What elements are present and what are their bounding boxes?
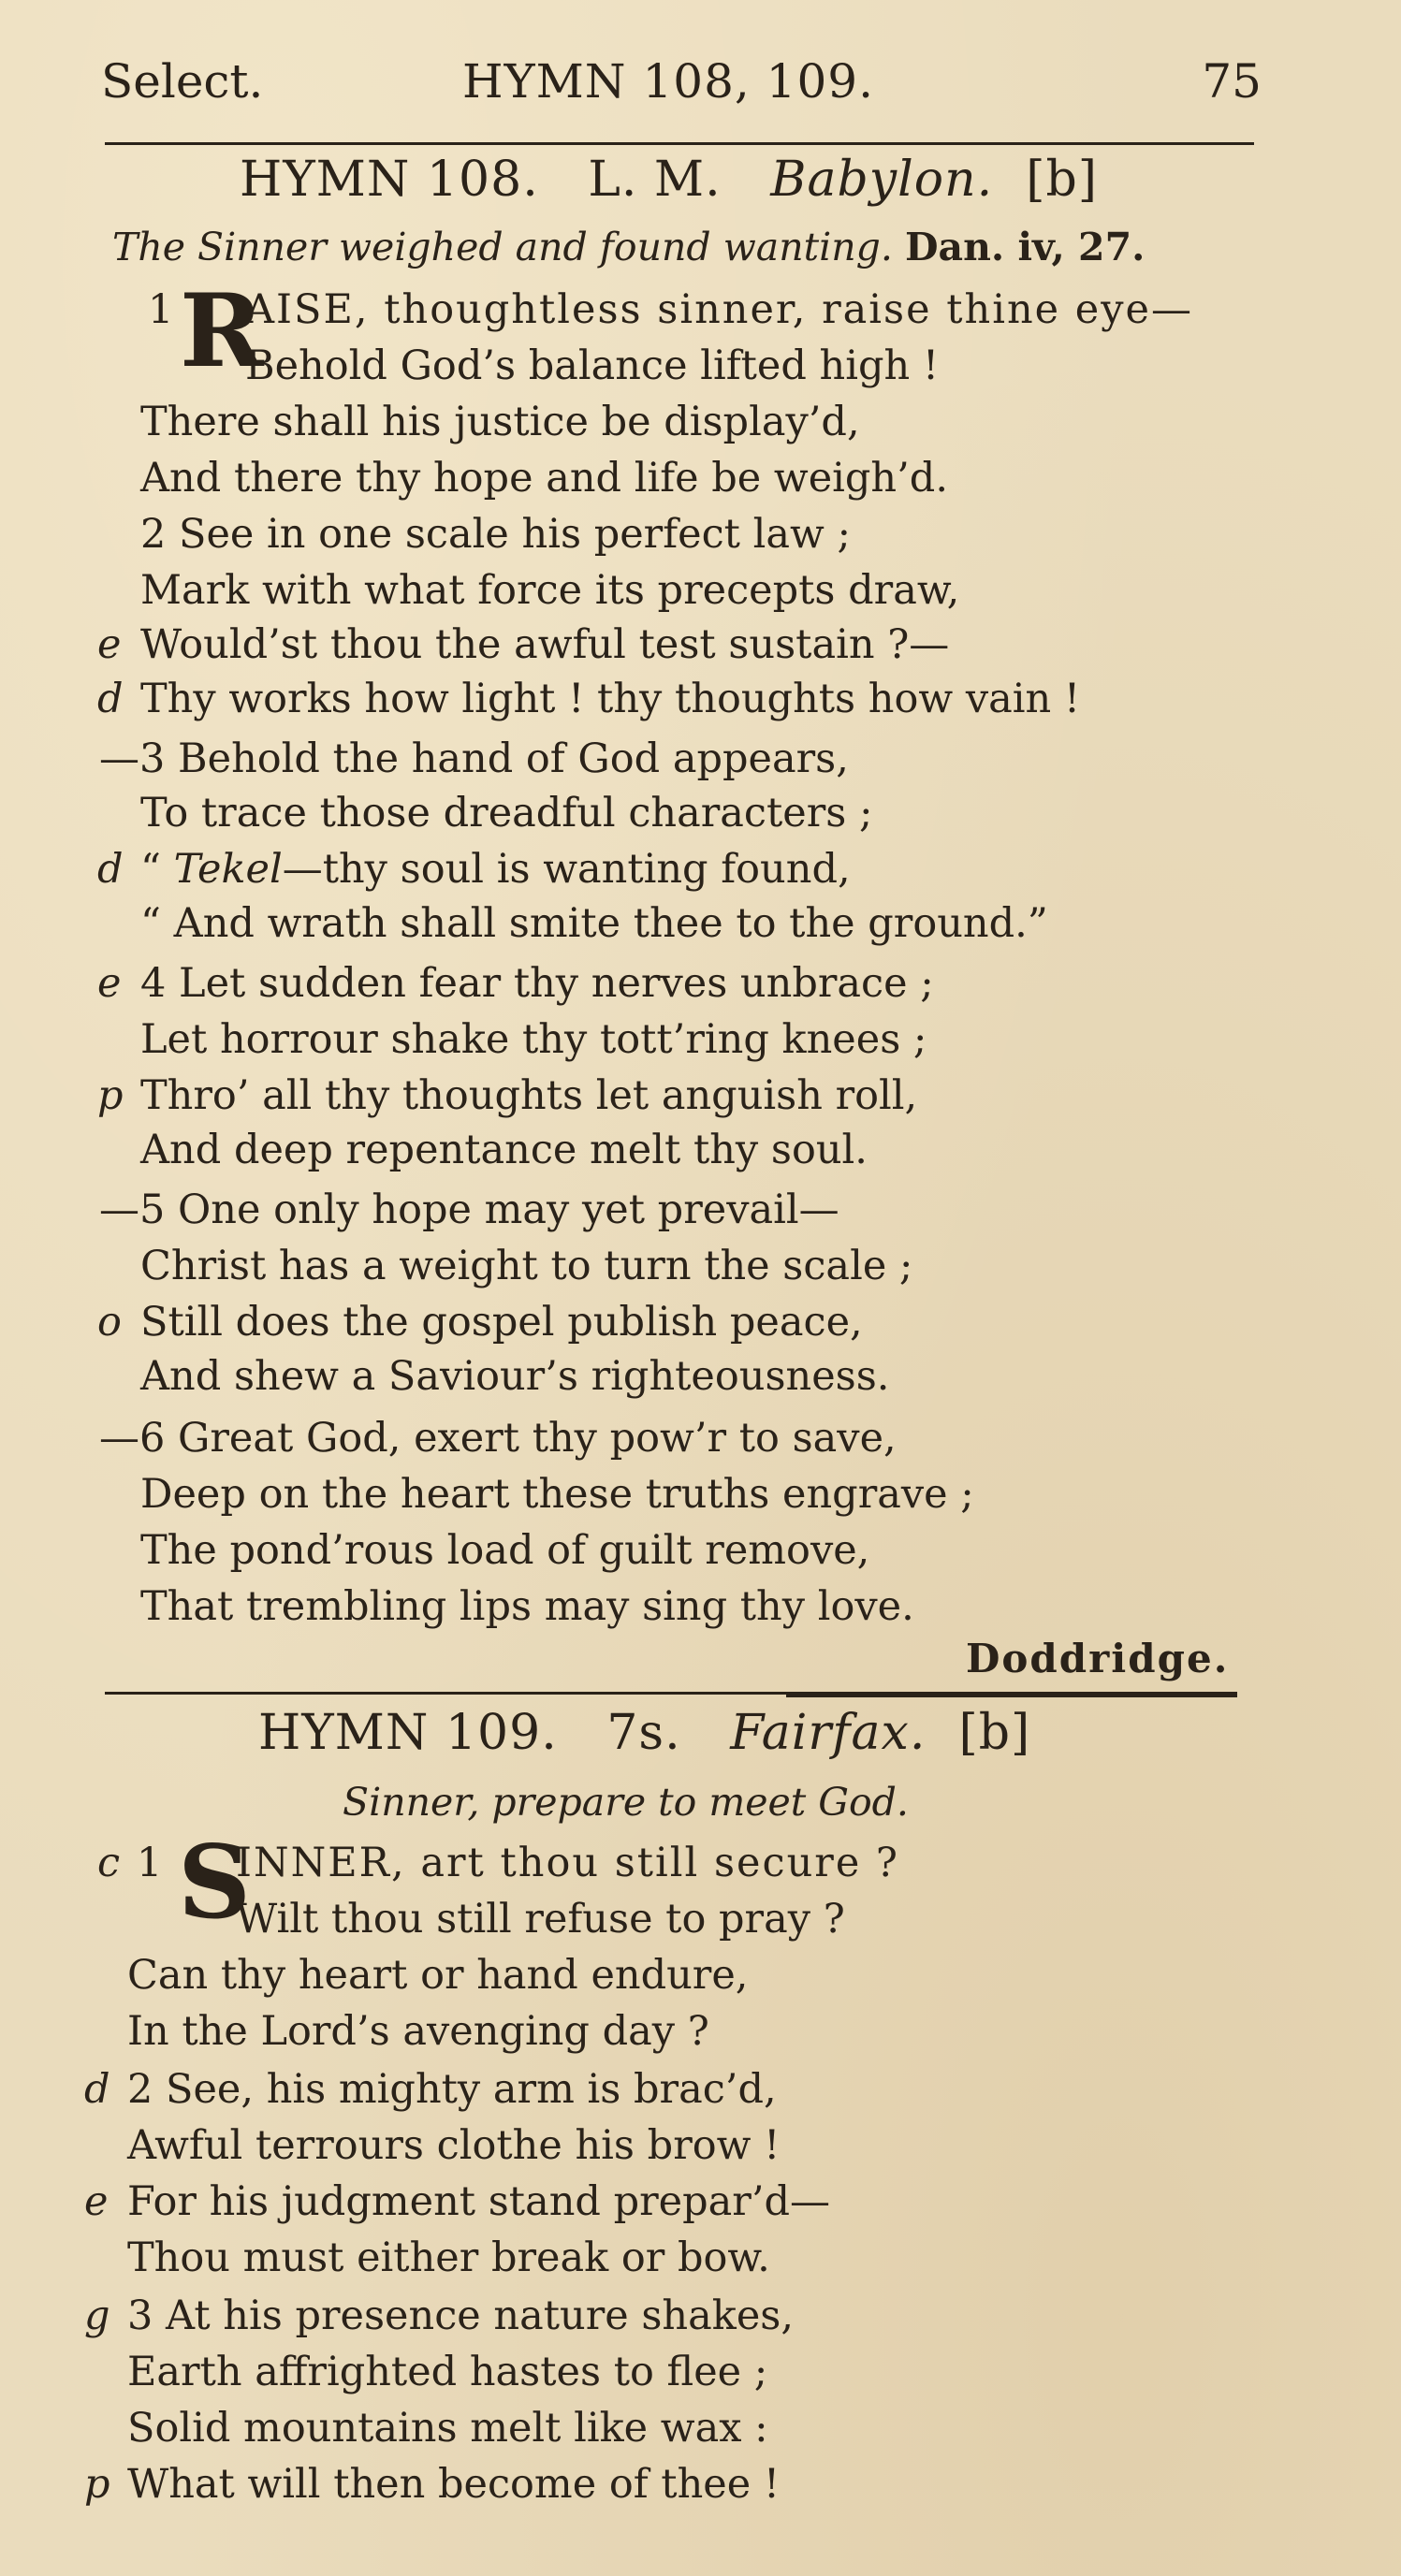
verse-line: Still does the gospel publish peace, xyxy=(140,1299,863,1346)
hymn-108-mark: [b] xyxy=(1026,152,1099,208)
dynamic-marker: d xyxy=(84,2066,110,2113)
tekel-word: Tekel xyxy=(173,846,283,893)
dynamic-marker: e xyxy=(84,2178,109,2225)
verse-line: In the Lord’s avenging day ? xyxy=(127,2008,709,2055)
verse-line: Can thy heart or hand endure, xyxy=(127,1952,749,1999)
verse-line: 3 At his presence nature shakes, xyxy=(127,2292,794,2339)
dynamic-marker: d xyxy=(97,846,124,893)
hymn-108-number: HYMN 108. xyxy=(240,152,539,208)
verse-line: And there thy hope and life be weigh’d. xyxy=(140,455,948,502)
running-head-section: Select. xyxy=(101,54,264,109)
verse-line: Thy works how light ! thy thoughts how vain ! xyxy=(140,676,1081,722)
hymn-109-heading xyxy=(258,1705,1030,1761)
verse-line: For his judgment stand prepar’d— xyxy=(127,2178,831,2225)
dynamic-marker: e xyxy=(97,621,122,668)
verse-line: Behold God’s balance lifted high ! xyxy=(245,342,940,389)
verse-line-rest: —thy soul is wanting found, xyxy=(282,846,851,893)
hymn-108-author: Doddridge. xyxy=(966,1636,1230,1681)
verse-line: —6 Great God, exert thy pow’r to save, xyxy=(99,1415,897,1462)
verse-line: Would’st thou the awful test sustain ?— xyxy=(140,621,950,668)
hymn-108-scripture-ref: Dan. iv, 27. xyxy=(904,225,1146,269)
verse-line: The pond’rous load of guilt remove, xyxy=(140,1527,870,1574)
verse-line: 2 See, his mighty arm is brac’d, xyxy=(127,2066,777,2113)
verse-line: AISE, thoughtless sinner, raise thine eye— xyxy=(245,286,1193,333)
hymn-108-tune: Babylon. xyxy=(770,152,994,208)
hymn-109-subtitle: Sinner, prepare to meet God. xyxy=(343,1780,909,1825)
verse-line: Thou must either break or bow. xyxy=(127,2234,770,2281)
verse-line: “ And wrath shall smite thee to the ground.” xyxy=(140,900,1048,947)
hymn-109-mark: [b] xyxy=(958,1705,1031,1761)
dynamic-marker: e xyxy=(97,960,122,1007)
verse-line: Christ has a weight to turn the scale ; xyxy=(140,1243,913,1289)
stanza-number: 1 xyxy=(137,1840,163,1886)
hymn-108-heading xyxy=(240,152,1098,208)
hymn-divider-rule-thick xyxy=(786,1692,1237,1697)
verse-line: 4 Let sudden fear thy nerves unbrace ; xyxy=(140,960,934,1007)
quote-open: “ xyxy=(140,846,174,893)
dynamic-marker: d xyxy=(97,676,124,722)
verse-line: Earth affrighted hastes to flee ; xyxy=(127,2349,768,2395)
hymn-108-subtitle-title: The Sinner weighed and found wanting. xyxy=(112,225,893,269)
verse-line: To trace those dreadful characters ; xyxy=(140,790,873,837)
verse-line: What will then become of thee ! xyxy=(127,2461,781,2508)
dynamic-marker: p xyxy=(97,1072,124,1119)
header-rule xyxy=(105,142,1254,145)
drop-cap-r: R xyxy=(180,272,264,390)
verse-line: And shew a Saviour’s righteousness. xyxy=(140,1353,890,1400)
verse-line: INNER, art thou still secure ? xyxy=(236,1840,899,1886)
verse-line: Solid mountains melt like wax : xyxy=(127,2405,768,2452)
page-number: 75 xyxy=(1202,54,1262,109)
verse-line: Wilt thou still refuse to pray ? xyxy=(236,1896,845,1943)
dynamic-marker: c xyxy=(97,1840,121,1886)
drop-cap-s: S xyxy=(178,1824,251,1942)
verse-line: Deep on the heart these truths engrave ; xyxy=(140,1471,974,1518)
verse-line: And deep repentance melt thy soul. xyxy=(140,1127,868,1173)
verse-line: Mark with what force its precepts draw, xyxy=(140,567,960,614)
verse-line: —5 One only hope may yet prevail— xyxy=(99,1186,839,1233)
verse-line: Let horrour shake thy tott’ring knees ; xyxy=(140,1016,927,1063)
verse-line: Thro’ all thy thoughts let anguish roll, xyxy=(140,1072,918,1119)
hymn-109-meter: 7s. xyxy=(606,1705,681,1761)
hymn-108-subtitle xyxy=(112,225,1145,269)
hymn-109-tune: Fairfax. xyxy=(730,1705,927,1761)
dynamic-marker: p xyxy=(84,2461,110,2508)
running-head-title: HYMN 108, 109. xyxy=(462,54,875,109)
verse-line: Awful terrours clothe his brow ! xyxy=(127,2122,781,2169)
verse-line: 2 See in one scale his perfect law ; xyxy=(140,511,851,558)
hymn-108-meter: L. M. xyxy=(588,152,722,208)
verse-line: —3 Behold the hand of God appears, xyxy=(99,735,849,782)
dynamic-marker: g xyxy=(84,2292,110,2339)
verse-line: That trembling lips may sing thy love. xyxy=(140,1583,914,1630)
verse-line xyxy=(140,846,851,893)
stanza-number: 1 xyxy=(148,286,174,333)
dynamic-marker: o xyxy=(97,1299,122,1346)
verse-line: There shall his justice be display’d, xyxy=(140,399,860,445)
running-head xyxy=(101,54,1262,120)
hymn-109-number: HYMN 109. xyxy=(258,1705,558,1761)
